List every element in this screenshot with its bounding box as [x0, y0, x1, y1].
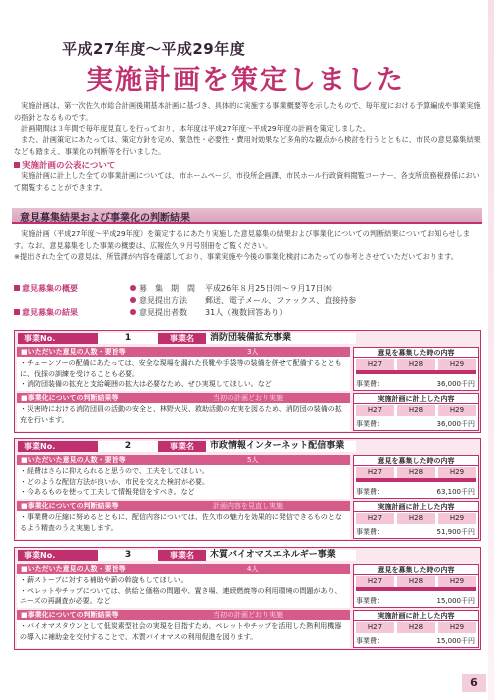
page-subtitle: 平成27年度～平成29年度: [62, 40, 246, 58]
year-h28: H28: [397, 513, 435, 524]
intro-text-2: 計画期間は３年間で毎年度見直しを行っており、本年度は平成27年度～平成29年度の計画を策定しました。: [21, 124, 370, 133]
project-box: [14, 330, 481, 433]
year-h29: H29: [438, 513, 476, 524]
page-number: 6: [462, 674, 486, 692]
judge-text: ・災害時における消防団員の活動の安全と、林野火災、救助活動の充実を図るため、消防団の装備の拡充を行います。: [17, 403, 350, 431]
judge-tag: 当初の計画どおり実施: [213, 611, 283, 619]
opinion-count: 5人: [247, 456, 259, 464]
cost-plan: 36,000千円: [436, 420, 475, 428]
year-h27: H27: [356, 467, 394, 478]
plan-years-cells: [354, 513, 478, 524]
opinion-bar-label: ■いただいた意見の人数・要旨等: [21, 565, 126, 573]
plan-years-box: [353, 610, 479, 648]
year-h27: H27: [356, 576, 394, 587]
project-name: 消防団装備拡充事業: [206, 333, 356, 344]
cost-opinion: 63,100千円: [436, 488, 475, 496]
intro-paragraph: [14, 100, 482, 135]
year-h29: H29: [438, 576, 476, 587]
opinion-years-box: [353, 347, 479, 391]
side-stripe: [488, 0, 494, 700]
judge-tag: 計画内容を見直し実施: [213, 502, 283, 510]
year-h27: H27: [356, 359, 394, 370]
opinion-bar: [17, 455, 350, 465]
opinion-bar-label: ■いただいた意見の人数・要旨等: [21, 456, 126, 464]
cost-plan: 51,900千円: [436, 528, 475, 536]
period-value: 平成26年８月25日㈪～９月17日㈬: [205, 284, 332, 293]
method-label-text: 意見提出方法: [139, 296, 187, 305]
judge-text: ・バイオマスタウンとして低炭素型社会の実現を目指すため、ペレットやチップを活用した熱利用機器の導入に補助金を交付することで、木質バイオマスの利用促進を図ります。: [17, 620, 350, 648]
bullet-dot-icon: [130, 309, 136, 315]
opinion-bar-label: ■いただいた意見の人数・要旨等: [21, 348, 126, 356]
cost-opinion: 15,000千円: [436, 597, 475, 605]
plan-years-box: [353, 393, 479, 431]
section-band: [12, 208, 482, 224]
judge-bar: [17, 393, 350, 403]
judge-bar-label: ■事業化についての判断結果等: [21, 502, 119, 510]
opinion-paragraph: [14, 228, 482, 263]
cost-label: 事業費：: [356, 637, 384, 645]
year-h29: H29: [438, 359, 476, 370]
cost-label: 事業費：: [356, 597, 384, 605]
project-no-label: 事業No.: [18, 333, 98, 344]
year-h29: H29: [438, 467, 476, 478]
opinion-years-title: 意見を募集した時の内容: [354, 565, 478, 575]
cost-opinion: 36,000千円: [436, 380, 475, 388]
opinion-years-box: [353, 455, 479, 499]
overview-label: [14, 283, 78, 295]
plan-years-title: 実施計画に計上した内容: [354, 502, 478, 512]
opinion-years-bar: [356, 370, 476, 374]
opinion-years-box: [353, 564, 479, 608]
cost-label: 事業費：: [356, 380, 384, 388]
judge-bar-label: ■事業化についての判断結果等: [21, 611, 119, 619]
cost-plan: 15,000千円: [436, 637, 475, 645]
year-h28: H28: [397, 622, 435, 633]
judge-tag: 当初の計画どおり実施: [213, 394, 283, 402]
overview-label-text: 意見募集の概要: [22, 284, 78, 293]
publish-text: 実施計画に計上した全ての事業計画については、市ホームページ、市役所企画課、市民ホール行政資料閲覧コーナー、各支所庶務税務係において閲覧することができます。: [14, 171, 480, 192]
plan-years-cells: [354, 622, 478, 633]
period-label: [130, 283, 195, 295]
judge-bar-label: ■事業化についての判断結果等: [21, 394, 119, 402]
project-no-label: 事業No.: [18, 441, 98, 452]
opinion-years-cells: [354, 359, 478, 370]
project-no: 1: [98, 333, 158, 344]
cost-label: 事業費：: [356, 488, 384, 496]
opinion-bar: [17, 347, 350, 357]
year-h28: H28: [397, 467, 435, 478]
judge-bar: [17, 501, 350, 511]
square-bullet-icon: [14, 285, 20, 291]
method-value: 郵送、電子メール、ファックス、直接持参: [205, 296, 357, 305]
cost-label: 事業費：: [356, 528, 384, 536]
plan-years-title: 実施計画に計上した内容: [354, 611, 478, 621]
opinion-years-bar: [356, 587, 476, 591]
plan-years-cells: [354, 405, 478, 416]
page-title: 実施計画を策定しました: [86, 65, 405, 96]
count-label-text: 意見提出者数: [139, 308, 187, 317]
project-no: 2: [98, 441, 158, 452]
project-header: [15, 548, 480, 563]
project-box: [14, 438, 481, 541]
period-label-text: 募 集 期 間: [139, 284, 195, 293]
opinion-bar: [17, 564, 350, 574]
opinion-years-cells: [354, 576, 478, 587]
opinion-text: ・薪ストーブに対する補助や薪の斡旋もしてほしい。 ・ペレットやチップについては、供給と価格の問題や、置き場、連続燃焼等の利用環境の問題があり、ニーズの再調査が必要。など: [17, 574, 350, 608]
year-h29: H29: [438, 622, 476, 633]
project-name-label: 事業名: [158, 441, 206, 452]
result-label-text: 意見募集の結果: [22, 308, 78, 317]
opinion-years-bar: [356, 478, 476, 482]
judge-text: ・事業費の圧縮に努めるとともに、配信内容については、佐久市の魅力を効果的に発信できるものとなるよう精査のうえ実施します。: [17, 511, 350, 539]
opinion-years-title: 意見を募集した時の内容: [354, 348, 478, 358]
year-h27: H27: [356, 513, 394, 524]
year-h29: H29: [438, 405, 476, 416]
year-h28: H28: [397, 359, 435, 370]
opinion-years-cells: [354, 467, 478, 478]
intro-text-3: また、計画策定にあたっては、策定方針を定め、緊急性・必要性・費用対効果など多角的な観点から検討を行うとともに、市民の意見募集結果なども踏まえ、事業化の判断等を行いました。: [14, 135, 481, 156]
method-label: [130, 295, 187, 307]
judge-bar: [17, 610, 350, 620]
year-h28: H28: [397, 576, 435, 587]
opinion-count: 4人: [247, 565, 259, 573]
project-no: 3: [98, 550, 158, 561]
project-name: 市政情報インターネット配信事業: [206, 441, 356, 452]
year-h27: H27: [356, 622, 394, 633]
project-header: [15, 439, 480, 454]
plan-years-title: 実施計画に計上した内容: [354, 394, 478, 404]
opinion-note: ※提出された全ての意見は、所管課が内容を確認しており、事業実施や今後の事業化検討にあたっての参考とさせていただいております。: [14, 252, 458, 261]
opinion-text: ・チェーンソーの配備にあたっては、安全な現場を漏れた長靴や手袋等の装備を併せて配備するとともに、伐採の訓練を受けることも必要。 ・消防団装備の拡充と支給範囲の拡大は必要なため、ぜひ実現してほしい。など: [17, 357, 350, 391]
year-h28: H28: [397, 405, 435, 416]
project-no-label: 事業No.: [18, 550, 98, 561]
project-box: [14, 547, 481, 650]
opinion-count: 3人: [247, 348, 259, 356]
section-band-label: 意見募集結果および事業化の判断結果: [20, 213, 190, 224]
project-header: [15, 331, 480, 346]
publish-heading-text: 実施計画の公表について: [22, 161, 116, 171]
opinion-years-title: 意見を募集した時の内容: [354, 456, 478, 466]
intro-text-1: 実施計画は、第一次佐久市総合計画後期基本計画に基づき、具体的に実施する事業概要等を示したもので、毎年度における予算編成や事業実施の指針となるものです。: [14, 101, 481, 122]
year-h27: H27: [356, 405, 394, 416]
result-label: [14, 307, 78, 319]
project-name-label: 事業名: [158, 333, 206, 344]
project-name-label: 事業名: [158, 550, 206, 561]
opinion-text: ・経費はさらに抑えられると思うので、工夫をしてほしい。 ・どのような配信方法が良いか、市民を交えた検討が必要。 ・今あるものを使って工夫して情報発信をすべき。など: [17, 465, 350, 499]
square-bullet-icon: [14, 309, 20, 315]
bullet-dot-icon: [130, 285, 136, 291]
count-label: [130, 307, 187, 319]
opinion-text: 実施計画（平成27年度～平成29年度）を策定するにあたり実施した意見募集の結果および事業化についての判断結果についてお知らせします。なお、意見募集をした事業の概要は、広報佐久９月号別冊をご覧ください。: [14, 229, 471, 250]
plan-years-box: [353, 501, 479, 539]
project-name: 木質バイオマスエネルギー事業: [206, 550, 356, 561]
cost-label: 事業費：: [356, 420, 384, 428]
square-bullet-icon: [14, 162, 20, 168]
bullet-dot-icon: [130, 297, 136, 303]
count-value: 31人（複数回答あり）: [205, 308, 288, 317]
